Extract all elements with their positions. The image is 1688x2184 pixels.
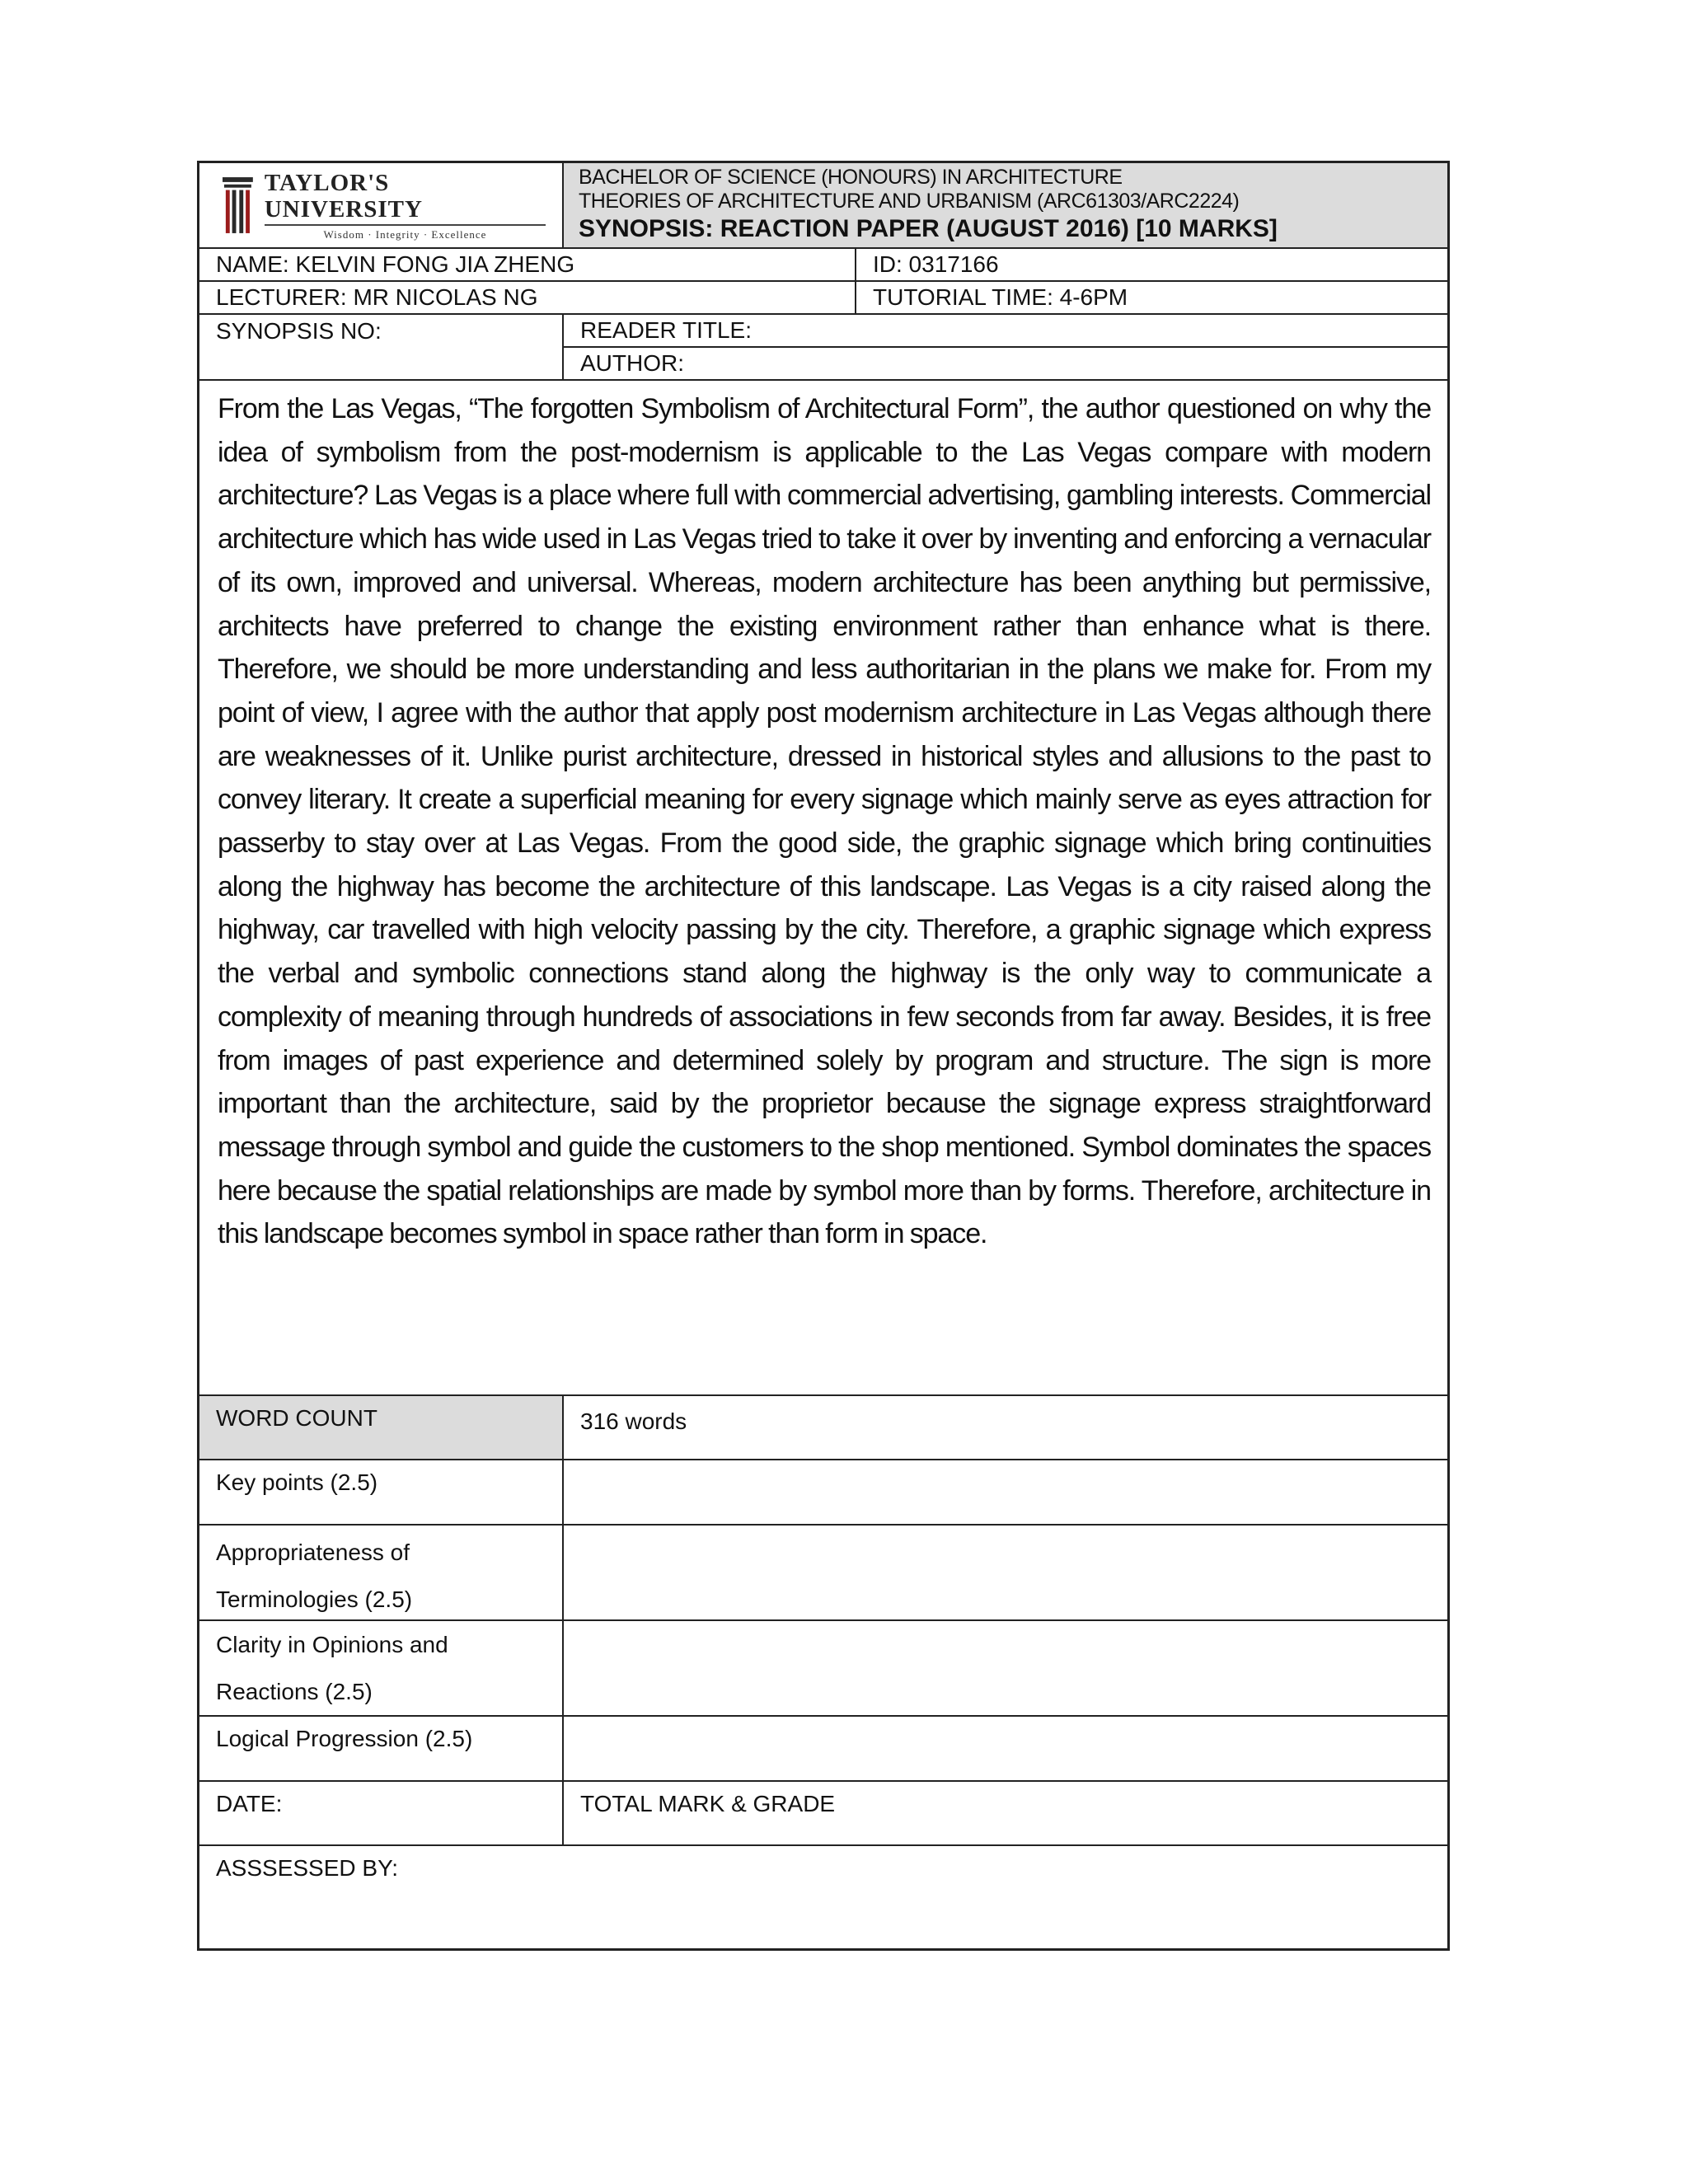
header-row <box>199 163 1447 249</box>
total-mark-label: TOTAL MARK & GRADE <box>562 1782 1447 1844</box>
university-name: TAYLOR'S UNIVERSITY <box>264 169 423 223</box>
lecturer-name: LECTURER: MR NICOLAS NG <box>216 284 538 310</box>
logical-progression-label: Logical Progression (2.5) <box>216 1726 473 1751</box>
appropriateness-score <box>562 1526 1447 1619</box>
clarity-label <box>199 1621 562 1715</box>
logo-divider <box>265 224 546 226</box>
lecturer-row <box>199 282 1447 315</box>
synopsis-row <box>199 315 1447 381</box>
assessed-by-row <box>199 1846 1447 1948</box>
key-points-label: Key points (2.5) <box>216 1469 378 1495</box>
university-motto: Wisdom · Integrity · Excellence <box>323 227 487 241</box>
clarity-score <box>562 1621 1447 1715</box>
programme-name: BACHELOR OF SCIENCE (HONOURS) IN ARCHITECTURE <box>579 166 1123 189</box>
name-row <box>199 249 1447 282</box>
clarity-row <box>199 1621 1447 1717</box>
key-points-score <box>562 1460 1447 1524</box>
document-title: SYNOPSIS: REACTION PAPER (AUGUST 2016) [10 MARKS] <box>579 215 1278 242</box>
reader-author: AUTHOR: <box>580 350 684 376</box>
clarity-label-line2: Reactions (2.5) <box>216 1679 373 1704</box>
student-id: ID: 0317166 <box>855 249 1447 280</box>
synopsis-number: SYNOPSIS NO: <box>216 318 382 344</box>
student-name: NAME: KELVIN FONG JIA ZHENG <box>216 251 575 277</box>
tutorial-time: TUTORIAL TIME: 4-6PM <box>855 282 1447 313</box>
university-logo <box>199 163 562 247</box>
word-count-value: 316 words <box>562 1396 1447 1459</box>
header-info <box>562 163 1447 247</box>
logical-row <box>199 1717 1447 1782</box>
university-crest-icon <box>223 176 253 234</box>
assessed-by-label: ASSSESSED BY: <box>216 1855 398 1881</box>
word-count-label: WORD COUNT <box>199 1396 562 1459</box>
synopsis-form <box>197 161 1450 1951</box>
appropriateness-label-line2: Terminologies (2.5) <box>216 1586 413 1612</box>
synopsis-body-row <box>199 381 1447 1396</box>
logical-progression-score <box>562 1717 1447 1780</box>
appropriateness-row <box>199 1526 1447 1621</box>
module-name: THEORIES OF ARCHITECTURE AND URBANISM (ARC61303/ARC2224) <box>579 190 1240 213</box>
synopsis-body: From the Las Vegas, “The forgotten Symbolism of Architectural Form”, the author questioned on why the idea of symbolism from the post-modernism is applicable to the Las Vegas compare with modern architecture? Las Vegas is a place where full with commercial advertising, gambling interests. Commercial architecture which has wide used in Las Vegas tried to take it over by inventing and enforcing a vernacular of its own, improved and universal. Whereas, modern architecture has been anything but permissive, architects have preferred to change the existing environment rather than enhance what is there. Therefore, we should be more understanding and less authoritarian in the plans we make for. From my point of view, I agree with the author that apply post modernism architecture in Las Vegas although there are weaknesses of it. Unlike purist architecture, dressed in historical styles and allusions to the past to convey literary. It create a superficial meaning for every signage which mainly serve as eyes attraction for passerby to stay over at Las Vegas. From the good side, the graphic signage which bring continuities along the highway has become the architecture of this landscape. Las Vegas is a city raised along the highway, car travelled with high velocity passing by the city. Therefore, a graphic signage which express the verbal and symbolic connections stand along the highway is the only way to communicate a complexity of meaning through hundreds of associations in few seconds from far away. Besides, it is free from images of past experience and determined solely by program and structure. The sign is more important than the architecture, said by the proprietor because the signage express straightforward message through symbol and guide the customers to the shop mentioned. Symbol dominates the spaces here because the spatial relationships are made by symbol more than by forms. Therefore, architecture in this landscape becomes symbol in space rather than form in space. <box>218 393 1431 1250</box>
clarity-label-line1: Clarity in Opinions and <box>216 1632 448 1657</box>
date-label: DATE: <box>216 1791 283 1816</box>
appropriateness-label <box>199 1526 562 1619</box>
word-count-row <box>199 1396 1447 1460</box>
appropriateness-label-line1: Appropriateness of <box>216 1540 410 1565</box>
key-points-row <box>199 1460 1447 1526</box>
reader-title: READER TITLE: <box>564 315 1447 348</box>
date-row <box>199 1782 1447 1846</box>
